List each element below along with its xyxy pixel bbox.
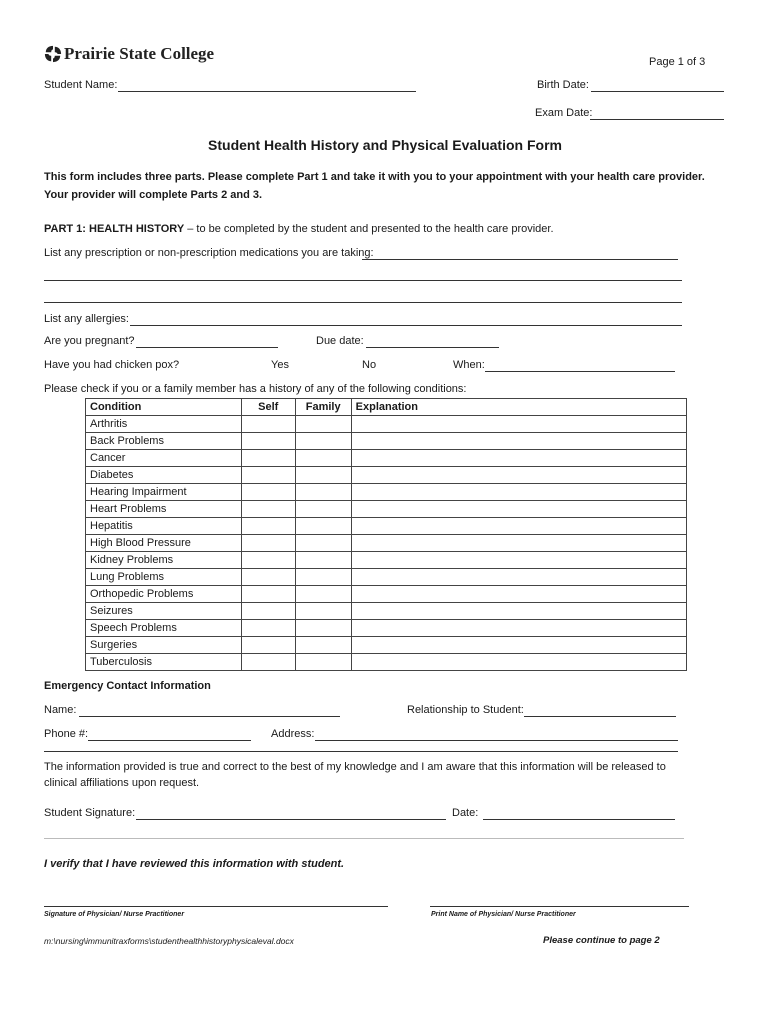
condition-name: Cancer	[86, 450, 242, 467]
conditions-intro: Please check if you or a family member has a history of any of the following conditions:	[44, 383, 467, 395]
part1-heading-rest: – to be completed by the student and presented to the health care provider.	[184, 223, 554, 235]
family-checkbox-cell[interactable]	[295, 586, 351, 603]
signature-date-label: Date:	[452, 807, 479, 819]
address-field[interactable]	[315, 740, 678, 741]
family-checkbox-cell[interactable]	[295, 433, 351, 450]
table-row	[86, 416, 687, 433]
explanation-cell[interactable]	[351, 620, 686, 637]
table-row	[86, 586, 687, 603]
condition-name: Heart Problems	[86, 501, 242, 518]
table-row	[86, 484, 687, 501]
pregnant-field[interactable]	[136, 347, 278, 348]
self-checkbox-cell[interactable]	[241, 552, 295, 569]
attestation-line-1: The information provided is true and correct to the best of my knowledge and I am aware that this information will be released to	[44, 761, 666, 773]
physician-signature-field[interactable]	[44, 906, 388, 907]
table-row	[86, 467, 687, 484]
exam-date-label: Exam Date:	[535, 107, 593, 119]
college-logo	[44, 44, 214, 64]
section-divider	[44, 838, 684, 839]
table-row	[86, 518, 687, 535]
self-checkbox-cell[interactable]	[241, 603, 295, 620]
chicken-pox-label: Have you had chicken pox?	[44, 359, 180, 371]
intro-line-2: Your provider will complete Parts 2 and 3.	[44, 189, 263, 201]
physician-print-name-field[interactable]	[430, 906, 689, 907]
explanation-cell[interactable]	[351, 450, 686, 467]
explanation-cell[interactable]	[351, 552, 686, 569]
self-checkbox-cell[interactable]	[241, 450, 295, 467]
condition-name: High Blood Pressure	[86, 535, 242, 552]
table-row	[86, 501, 687, 518]
continue-note: Please continue to page 2	[543, 935, 660, 946]
part1-heading: PART 1: HEALTH HISTORY	[44, 223, 185, 235]
condition-name: Tuberculosis	[86, 654, 242, 671]
self-checkbox-cell[interactable]	[241, 637, 295, 654]
phone-field[interactable]	[88, 740, 251, 741]
student-name-label: Student Name:	[44, 79, 118, 91]
table-row	[86, 620, 687, 637]
explanation-cell[interactable]	[351, 654, 686, 671]
condition-name: Orthopedic Problems	[86, 586, 242, 603]
self-checkbox-cell[interactable]	[241, 467, 295, 484]
college-logo-icon	[44, 45, 62, 63]
explanation-cell[interactable]	[351, 569, 686, 586]
table-row	[86, 654, 687, 671]
chicken-pox-no[interactable]: No	[362, 359, 377, 371]
physician-print-name-label: Print Name of Physician/ Nurse Practitioner	[431, 911, 576, 918]
table-row	[86, 603, 687, 620]
condition-name: Lung Problems	[86, 569, 242, 586]
condition-name: Seizures	[86, 603, 242, 620]
explanation-cell[interactable]	[351, 603, 686, 620]
explanation-cell[interactable]	[351, 501, 686, 518]
explanation-cell[interactable]	[351, 637, 686, 654]
page-indicator: Page 1 of 3	[649, 56, 706, 68]
family-checkbox-cell[interactable]	[295, 518, 351, 535]
family-checkbox-cell[interactable]	[295, 569, 351, 586]
signature-date-field[interactable]	[483, 819, 675, 820]
self-checkbox-cell[interactable]	[241, 501, 295, 518]
part1-heading-row	[44, 223, 554, 235]
explanation-cell[interactable]	[351, 535, 686, 552]
family-checkbox-cell[interactable]	[295, 552, 351, 569]
intro-line-1: This form includes three parts. Please complete Part 1 and take it with you to your appointment with your health care provider.	[44, 171, 705, 183]
self-checkbox-cell[interactable]	[241, 586, 295, 603]
due-date-field[interactable]	[366, 347, 499, 348]
pregnant-label: Are you pregnant?	[44, 335, 135, 347]
family-checkbox-cell[interactable]	[295, 535, 351, 552]
column-header-family: Family	[295, 399, 351, 416]
allergies-field[interactable]	[130, 325, 682, 326]
form-title: Student Health History and Physical Evaluation Form	[208, 137, 562, 153]
address-field-line-2[interactable]	[44, 751, 678, 752]
student-signature-label: Student Signature:	[44, 807, 136, 819]
explanation-cell[interactable]	[351, 467, 686, 484]
column-header-self: Self	[241, 399, 295, 416]
address-label: Address:	[271, 728, 315, 740]
explanation-cell[interactable]	[351, 433, 686, 450]
self-checkbox-cell[interactable]	[241, 654, 295, 671]
self-checkbox-cell[interactable]	[241, 535, 295, 552]
family-checkbox-cell[interactable]	[295, 450, 351, 467]
family-checkbox-cell[interactable]	[295, 603, 351, 620]
student-signature-field[interactable]	[136, 819, 446, 820]
self-checkbox-cell[interactable]	[241, 484, 295, 501]
family-checkbox-cell[interactable]	[295, 654, 351, 671]
chicken-pox-yes[interactable]: Yes	[271, 359, 289, 371]
column-header-explanation: Explanation	[351, 399, 686, 416]
table-row	[86, 450, 687, 467]
condition-name: Arthritis	[86, 416, 242, 433]
relationship-label: Relationship to Student:	[407, 704, 524, 716]
file-path: m:\nursing\immunitraxforms\studenthealthhistoryphysicaleval.docx	[44, 936, 294, 946]
explanation-cell[interactable]	[351, 416, 686, 433]
condition-name: Hepatitis	[86, 518, 242, 535]
self-checkbox-cell[interactable]	[241, 620, 295, 637]
verification-statement: I verify that I have reviewed this information with student.	[44, 858, 345, 870]
condition-name: Kidney Problems	[86, 552, 242, 569]
self-checkbox-cell[interactable]	[241, 433, 295, 450]
condition-name: Hearing Impairment	[86, 484, 242, 501]
table-row	[86, 433, 687, 450]
self-checkbox-cell[interactable]	[241, 569, 295, 586]
exam-date-field[interactable]	[590, 119, 724, 120]
emergency-name-field[interactable]	[79, 716, 340, 717]
table-row	[86, 569, 687, 586]
chicken-pox-when-label: When:	[453, 359, 485, 371]
conditions-table	[85, 398, 687, 671]
emergency-name-label: Name:	[44, 704, 77, 716]
family-checkbox-cell[interactable]	[295, 416, 351, 433]
family-checkbox-cell[interactable]	[295, 484, 351, 501]
medications-field[interactable]	[362, 259, 678, 260]
allergies-label: List any allergies:	[44, 313, 129, 325]
table-header-row	[86, 399, 687, 416]
table-row	[86, 535, 687, 552]
family-checkbox-cell[interactable]	[295, 467, 351, 484]
condition-name: Speech Problems	[86, 620, 242, 637]
self-checkbox-cell[interactable]	[241, 416, 295, 433]
family-checkbox-cell[interactable]	[295, 637, 351, 654]
due-date-label: Due date:	[316, 335, 364, 347]
relationship-field[interactable]	[524, 716, 676, 717]
physician-signature-label: Signature of Physician/ Nurse Practitioner	[44, 911, 185, 918]
explanation-cell[interactable]	[351, 518, 686, 535]
medications-field-line-2[interactable]	[44, 280, 682, 281]
explanation-cell[interactable]	[351, 484, 686, 501]
medications-label: List any prescription or non-prescription medications you are taking:	[44, 247, 374, 259]
attestation-line-2: clinical affiliations upon request.	[44, 777, 200, 789]
family-checkbox-cell[interactable]	[295, 620, 351, 637]
medications-field-line-3[interactable]	[44, 302, 682, 303]
self-checkbox-cell[interactable]	[241, 518, 295, 535]
condition-name: Back Problems	[86, 433, 242, 450]
logo-text: Prairie State College	[64, 44, 215, 63]
family-checkbox-cell[interactable]	[295, 501, 351, 518]
birth-date-label: Birth Date:	[537, 79, 589, 91]
phone-label: Phone #:	[44, 728, 89, 740]
table-row	[86, 552, 687, 569]
emergency-heading: Emergency Contact Information	[44, 680, 211, 692]
table-row	[86, 637, 687, 654]
explanation-cell[interactable]	[351, 586, 686, 603]
student-name-field[interactable]	[118, 91, 416, 92]
condition-name: Surgeries	[86, 637, 242, 654]
birth-date-field[interactable]	[591, 91, 724, 92]
chicken-pox-when-field[interactable]	[485, 371, 675, 372]
column-header-condition: Condition	[86, 399, 242, 416]
condition-name: Diabetes	[86, 467, 242, 484]
